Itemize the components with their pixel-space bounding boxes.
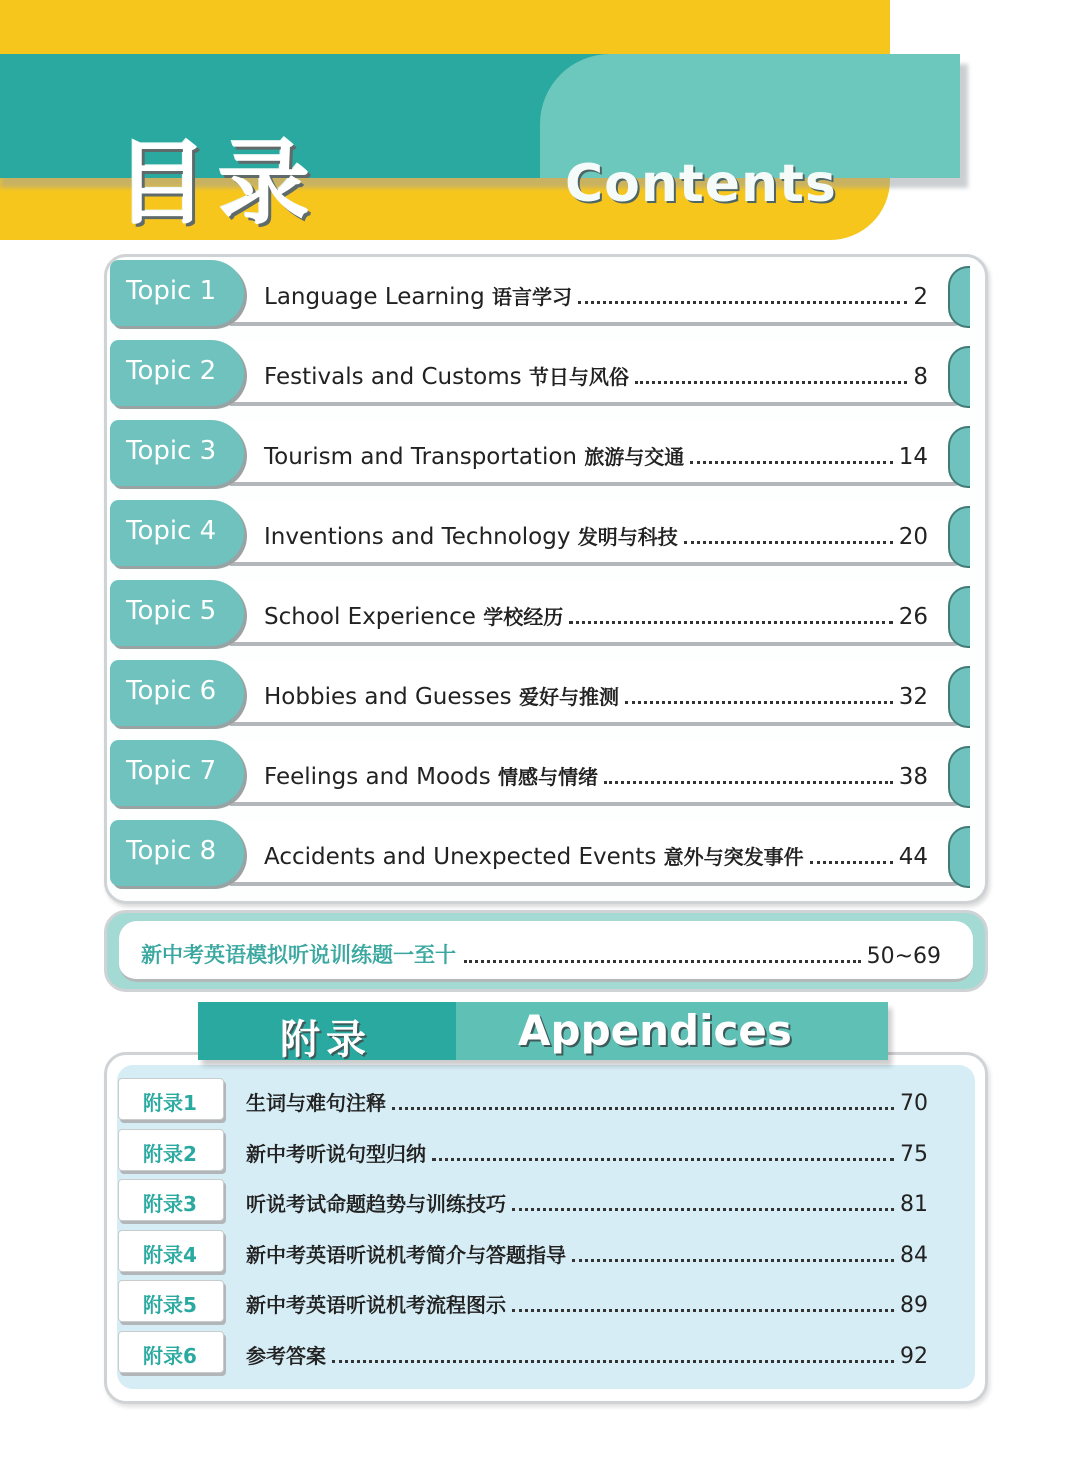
- entry-line: [264, 278, 928, 310]
- toc-entry-appendix-6[interactable]: [118, 1331, 930, 1375]
- entry-title-cn: 意外与突发事件: [663, 845, 804, 869]
- topic-tab: [110, 820, 244, 886]
- toc-entry-appendix-2[interactable]: [118, 1129, 930, 1173]
- page-number: 81: [900, 1192, 928, 1217]
- toc-entry-appendix-1[interactable]: [118, 1078, 930, 1122]
- page-curl-icon: [948, 586, 970, 648]
- page-title-cn: 目录: [116, 130, 321, 237]
- toc-entry-topic-8[interactable]: [110, 820, 970, 888]
- entry-line: [264, 518, 928, 550]
- entry-title-cn: 情感与情绪: [498, 765, 598, 789]
- entry-title-en: School Experience: [264, 604, 476, 630]
- toc-entry-topic-4[interactable]: [110, 500, 970, 568]
- entry-title-cn: 爱好与推测: [518, 685, 619, 709]
- entry-title-cn: 学校经历: [483, 605, 564, 629]
- page-number: 38: [898, 764, 928, 790]
- topic-label: Topic 6: [126, 676, 217, 706]
- dot-leader: [432, 1158, 894, 1161]
- contents-banner: [0, 54, 955, 237]
- appendix-entry-title: 新中考英语听说机考流程图示: [246, 1293, 506, 1317]
- entry-title-cn: 旅游与交通: [584, 445, 685, 469]
- dot-leader: [635, 381, 907, 384]
- toc-entry-topic-6[interactable]: [110, 660, 970, 728]
- dot-leader: [464, 960, 861, 963]
- appendix-label: 附录5: [143, 1293, 197, 1317]
- page-number: 92: [900, 1344, 928, 1369]
- appendix-label: 附录6: [143, 1344, 197, 1368]
- appendix-label: 附录1: [143, 1091, 197, 1115]
- page-curl-icon: [948, 506, 970, 568]
- topic-label: Topic 2: [126, 356, 217, 386]
- page-curl-icon: [948, 426, 970, 488]
- page-curl-icon: [948, 826, 970, 888]
- dot-leader: [512, 1208, 894, 1211]
- page-curl-icon: [948, 666, 970, 728]
- toc-entry-topic-3[interactable]: [110, 420, 970, 488]
- entry-line: [264, 438, 928, 470]
- entry-title-en: Language Learning: [264, 284, 485, 310]
- dot-leader: [578, 301, 907, 304]
- dot-leader: [810, 861, 893, 864]
- appendix-tab: [118, 1179, 224, 1221]
- dot-leader: [332, 1360, 894, 1363]
- entry-title-en: Tourism and Transportation: [264, 444, 577, 470]
- page-number: 44: [898, 844, 928, 870]
- page-number: 20: [898, 524, 928, 550]
- page-curl-icon: [948, 346, 970, 408]
- topic-label: Topic 7: [126, 756, 217, 786]
- topic-tab: [110, 340, 244, 406]
- topic-label: Topic 1: [126, 276, 217, 306]
- appendix-tab: [118, 1280, 224, 1322]
- entry-line: [264, 758, 928, 790]
- entry-title-en: Hobbies and Guesses: [264, 684, 512, 710]
- appendix-tab: [118, 1230, 224, 1272]
- topic-tab: [110, 580, 244, 646]
- entry-title-cn: 节日与风俗: [528, 365, 629, 389]
- page-number: 8: [913, 364, 928, 390]
- entry-line: [246, 1084, 928, 1116]
- toc-entry-appendix-4[interactable]: [118, 1230, 930, 1274]
- appendix-entry-title: 参考答案: [246, 1344, 326, 1368]
- appendix-banner: [198, 1002, 888, 1063]
- appendix-label: 附录4: [143, 1243, 197, 1267]
- topic-tab: [110, 260, 244, 326]
- toc-entry-appendix-5[interactable]: [118, 1280, 930, 1324]
- page-number: 89: [900, 1293, 928, 1318]
- appendix-entry-title: 听说考试命题趋势与训练技巧: [246, 1192, 506, 1216]
- topic-label: Topic 4: [126, 516, 217, 546]
- entry-title-cn: 发明与科技: [577, 525, 678, 549]
- page-number: 14: [898, 444, 928, 470]
- topic-tab: [110, 740, 244, 806]
- dot-leader: [512, 1309, 894, 1312]
- appendix-title-en: Appendices: [518, 1006, 792, 1055]
- page-number: 32: [898, 684, 928, 710]
- appendix-entry-title: 新中考听说句型归纳: [246, 1142, 426, 1166]
- appendix-title-cn: 附录: [280, 1017, 372, 1063]
- page-number: 84: [900, 1243, 928, 1268]
- topic-label: Topic 8: [126, 836, 217, 866]
- toc-entry-topic-2[interactable]: [110, 340, 970, 408]
- dot-leader: [572, 1259, 894, 1262]
- page-title-en: Contents: [565, 154, 837, 214]
- appendix-tab: [118, 1078, 224, 1120]
- page-curl-icon: [948, 746, 970, 808]
- topic-tab: [110, 660, 244, 726]
- entry-line: [264, 838, 928, 870]
- page-number: 26: [898, 604, 928, 630]
- toc-entry-topic-1[interactable]: [110, 260, 970, 328]
- page-curl-icon: [948, 266, 970, 328]
- entry-title-en: Inventions and Technology: [264, 524, 571, 550]
- page-number: 70: [900, 1091, 928, 1116]
- entry-line: [264, 598, 928, 630]
- page-range: 50~69: [866, 944, 941, 969]
- entry-line: [264, 358, 928, 390]
- dot-leader: [684, 541, 893, 544]
- appendix-entry-title: 新中考英语听说机考简介与答题指导: [246, 1243, 566, 1267]
- entry-title-en: Festivals and Customs: [264, 364, 522, 390]
- mock-exam-inner: [119, 921, 973, 982]
- topic-tab: [110, 500, 244, 566]
- entry-line: [246, 1236, 928, 1268]
- entry-title-cn: 语言学习: [491, 285, 572, 309]
- entry-line: [246, 1135, 928, 1167]
- entry-line: [246, 1286, 928, 1318]
- entry-line: [246, 1185, 928, 1217]
- topic-label: Topic 3: [126, 436, 217, 466]
- entry-line: [141, 935, 941, 969]
- topic-label: Topic 5: [126, 596, 217, 626]
- dot-leader: [625, 701, 893, 704]
- appendix-tab: [118, 1129, 224, 1171]
- appendix-label: 附录3: [143, 1192, 197, 1216]
- appendix-tab: [118, 1331, 224, 1373]
- entry-line: [246, 1337, 928, 1369]
- appendix-label: 附录2: [143, 1142, 197, 1166]
- toc-entry-mock-exam[interactable]: [104, 910, 988, 992]
- entry-title-en: Accidents and Unexpected Events: [264, 844, 657, 870]
- page-number: 2: [913, 284, 928, 310]
- appendix-entry-title: 生词与难句注释: [246, 1091, 386, 1115]
- entry-title-en: Feelings and Moods: [264, 764, 491, 790]
- dot-leader: [690, 461, 892, 464]
- toc-entry-appendix-3[interactable]: [118, 1179, 930, 1223]
- entry-line: [264, 678, 928, 710]
- dot-leader: [392, 1107, 894, 1110]
- toc-entry-topic-5[interactable]: [110, 580, 970, 648]
- dot-leader: [604, 781, 893, 784]
- topic-tab: [110, 420, 244, 486]
- page-number: 75: [900, 1142, 928, 1167]
- toc-entry-topic-7[interactable]: [110, 740, 970, 808]
- mock-exam-title: 新中考英语模拟听说训练题一至十: [141, 943, 456, 967]
- dot-leader: [569, 621, 892, 624]
